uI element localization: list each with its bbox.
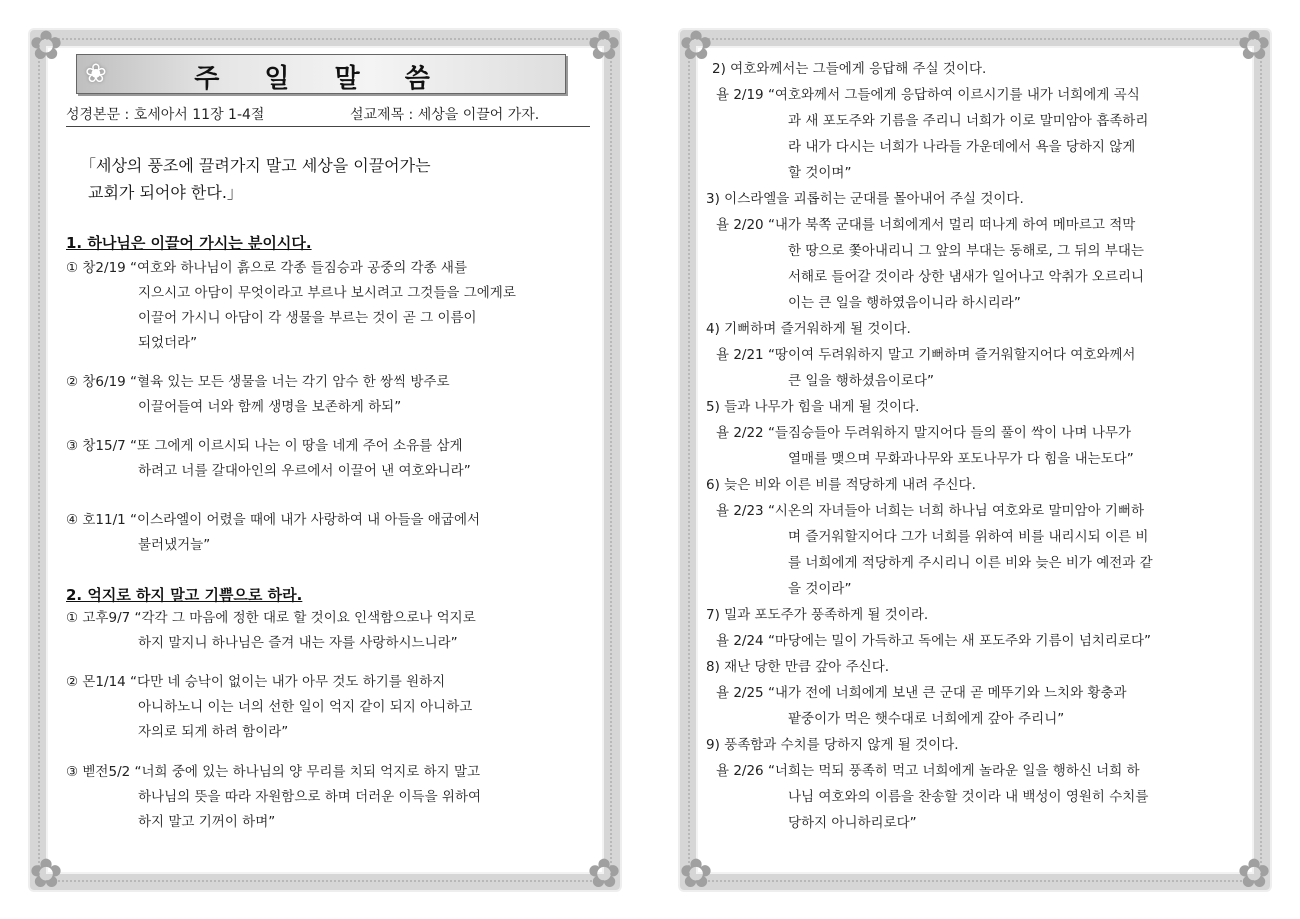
verse-line: 욜 2/26 “너희는 먹되 풍족히 먹고 너희에게 놀라운 일을 행하신 너희 하 xyxy=(716,763,1140,779)
verse-line: ① 창2/19 “여호와 하나님이 흙으로 각종 들짐승과 공중의 각종 새를 xyxy=(66,260,468,276)
point-item: 9) 풍족함과 수치를 당하지 않게 될 것이다. xyxy=(706,737,959,753)
verse-line: ② 창6/19 “혈육 있는 모든 생물을 너는 각기 암수 한 쌍씩 방주로 xyxy=(66,374,450,390)
verse-line: 자의로 되게 하려 함이라” xyxy=(138,724,289,740)
left-page xyxy=(29,23,621,897)
scripture-reference: 성경본문 : 호세아서 11장 1-4절 xyxy=(66,107,265,123)
theme-line: 교회가 되어야 한다.」 xyxy=(88,183,243,202)
verse-line: 욜 2/20 “내가 북쪽 군대를 너희에게서 멀리 떠나게 하여 메마르고 적막 xyxy=(716,217,1136,233)
flower-ornament-icon: ✿ xyxy=(1237,23,1271,69)
verse-line: 하려고 너를 갈대아인의 우르에서 이끌어 낸 여호와니라” xyxy=(138,463,471,479)
verse-line: 되었더라” xyxy=(138,335,198,351)
verse-line: 를 너희에게 적당하게 주시리니 이른 비와 늦은 비가 예전과 같 xyxy=(788,555,1153,571)
verse-line: 욜 2/25 “내가 전에 너희에게 보낸 큰 군대 곧 메뚜기와 느치와 황충과 xyxy=(716,685,1127,701)
page-title: 주 일 말 씀 xyxy=(194,64,448,94)
flower-ornament-icon: ✿ xyxy=(29,23,63,69)
left-content xyxy=(66,54,590,866)
verse-line: 욜 2/23 “시온의 자녀들아 너희는 너희 하나님 여호와로 말미암아 기뻐하 xyxy=(716,503,1145,519)
verse-line: 한 땅으로 쫓아내리니 그 앞의 부대는 동해로, 그 뒤의 부대는 xyxy=(788,243,1144,259)
point-item: 6) 늦은 비와 이른 비를 적당하게 내려 주신다. xyxy=(706,477,976,493)
verse-line: 라 내가 다시는 너희가 나라들 가운데에서 욕을 당하지 않게 xyxy=(788,139,1136,155)
verse-line: 아니하노니 이는 너의 선한 일이 억지 같이 되지 아니하고 xyxy=(138,699,473,715)
daisy-icon: ❀ xyxy=(85,59,107,89)
verse-line: 서해로 들어갈 것이라 상한 냄새가 일어나고 악취가 오르리니 xyxy=(788,269,1145,285)
verse-line: 팥중이가 먹은 햇수대로 너희에게 갚아 주리니” xyxy=(788,711,1065,727)
section-heading: 1. 하나님은 이끌어 가시는 분이시다. xyxy=(66,234,312,252)
theme-line: 「세상의 풍조에 끌려가지 말고 세상을 이끌어가는 xyxy=(80,156,431,175)
verse-block xyxy=(66,606,476,656)
verse-line: 할 것이며” xyxy=(788,165,852,181)
divider xyxy=(66,126,590,127)
verse-line: 욜 2/21 “땅이여 두려워하지 말고 기뻐하며 즐거워할지어다 여호와께서 xyxy=(716,347,1136,363)
verse-line: 며 즐거워할지어다 그가 너희를 위하여 비를 내리시되 이른 비 xyxy=(788,529,1149,545)
right-page xyxy=(679,23,1271,897)
flower-ornament-icon: ✿ xyxy=(587,23,621,69)
verse-line: 나님 여호와의 이름을 찬송할 것이라 내 백성이 영원히 수치를 xyxy=(788,789,1149,805)
verse-line: 욜 2/24 “마당에는 밀이 가득하고 독에는 새 포도주와 기름이 넘치리로다” xyxy=(716,633,1152,649)
verse-line: 을 것이라” xyxy=(788,581,852,597)
verse-line: 하지 말고 기꺼이 하며” xyxy=(138,814,276,830)
verse-block xyxy=(66,508,480,558)
verse-block xyxy=(716,342,1135,394)
verse-line: 열매를 맺으며 무화과나무와 포도나무가 다 힘을 내는도다” xyxy=(788,451,1134,467)
verse-line: 이는 큰 일을 행하였음이니라 하시리라” xyxy=(788,295,1021,311)
verse-line: ③ 벧전5/2 “너희 중에 있는 하나님의 양 무리를 치되 억지로 하지 말고 xyxy=(66,764,481,780)
verse-block xyxy=(716,758,1148,836)
verse-block xyxy=(716,628,1151,654)
verse-block xyxy=(66,370,450,420)
flower-ornament-icon: ✿ xyxy=(679,851,713,897)
point-item: 2) 여호와께서는 그들에게 응답해 주실 것이다. xyxy=(712,61,987,77)
verse-line: 이끌어들여 너와 함께 생명을 보존하게 하되” xyxy=(138,399,402,415)
verse-line: 당하지 아니하리로다” xyxy=(788,815,917,831)
verse-line: 지으시고 아담이 무엇이라고 부르나 보시려고 그것들을 그에게로 xyxy=(138,285,516,301)
verse-block xyxy=(66,256,516,356)
verse-line: 욜 2/19 “여호와께서 그들에게 응답하여 이르시기를 내가 너희에게 곡식 xyxy=(716,87,1140,103)
verse-block xyxy=(716,82,1148,186)
verse-line: 하나님의 뜻을 따라 자원함으로 하며 더러운 이득을 위하여 xyxy=(138,789,482,805)
point-item: 7) 밀과 포도주가 풍족하게 될 것이라. xyxy=(706,607,929,623)
verse-line: 과 새 포도주와 기름을 주리니 너희가 이로 말미암아 흡족하리 xyxy=(788,113,1149,129)
flower-ornament-icon: ✿ xyxy=(29,851,63,897)
verse-line: 하지 말지니 하나님은 즐겨 내는 자를 사랑하시느니라” xyxy=(138,635,458,651)
point-item: 4) 기뻐하며 즐거워하게 될 것이다. xyxy=(706,321,911,337)
verse-line: ④ 호11/1 “이스라엘이 어렸을 때에 내가 사랑하여 내 아들을 애굽에서 xyxy=(66,512,481,528)
flower-ornament-icon: ✿ xyxy=(1237,851,1271,897)
title-banner xyxy=(76,54,566,94)
theme-statement xyxy=(80,152,431,206)
verse-line: ② 몬1/14 “다만 네 승낙이 없이는 내가 아무 것도 하기를 원하지 xyxy=(66,674,446,690)
point-item: 8) 재난 당한 만큼 갚아 주신다. xyxy=(706,659,890,675)
verse-block xyxy=(66,760,481,835)
verse-line: ① 고후9/7 “각각 그 마음에 정한 대로 할 것이요 인색함으로나 억지로 xyxy=(66,610,476,626)
section-heading: 2. 억지로 하지 말고 기쁨으로 하라. xyxy=(66,586,303,604)
flower-ornament-icon: ✿ xyxy=(587,851,621,897)
verse-block xyxy=(716,420,1134,472)
verse-block xyxy=(66,670,472,745)
verse-line: ③ 창15/7 “또 그에게 이르시되 나는 이 땅을 네게 주어 소유를 삼게 xyxy=(66,438,463,454)
point-item: 5) 들과 나무가 힘을 내게 될 것이다. xyxy=(706,399,920,415)
flower-ornament-icon: ✿ xyxy=(679,23,713,69)
verse-block xyxy=(716,212,1144,316)
verse-block xyxy=(66,434,471,484)
verse-line: 불러냈거늘” xyxy=(138,537,211,553)
verse-line: 이끌어 가시니 아담이 각 생물을 부르는 것이 곧 그 이름이 xyxy=(138,310,477,326)
verse-block xyxy=(716,498,1153,602)
sermon-title: 설교제목 : 세상을 이끌어 가자. xyxy=(350,107,540,123)
verse-line: 욜 2/22 “들짐승들아 두려워하지 말지어다 들의 풀이 싹이 나며 나무가 xyxy=(716,425,1131,441)
right-content xyxy=(706,30,1246,866)
verse-block xyxy=(716,680,1127,732)
point-item: 3) 이스라엘을 괴롭히는 군대를 몰아내어 주실 것이다. xyxy=(706,191,1024,207)
verse-line: 큰 일을 행하셨음이로다” xyxy=(788,373,934,389)
